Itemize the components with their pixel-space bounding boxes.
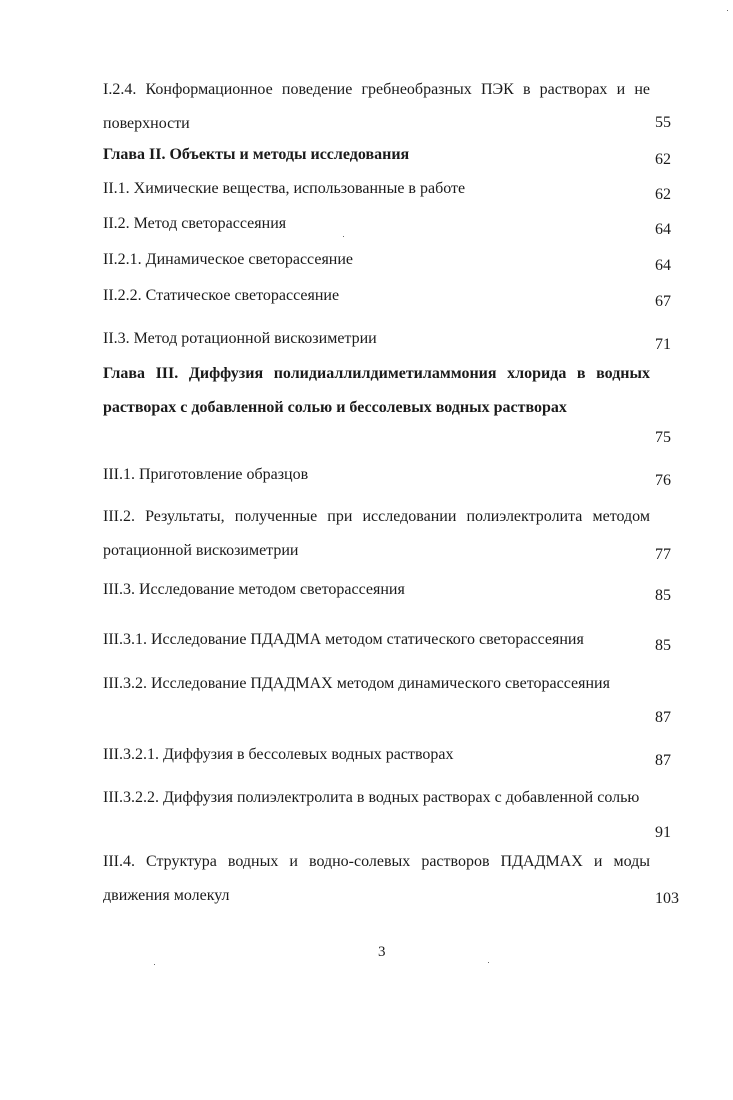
toc-entry-text: Глава II. Объекты и методы исследования <box>103 146 410 163</box>
toc-entry-page: 55 <box>655 114 671 131</box>
toc-entry <box>103 623 650 657</box>
page-number: 3 <box>378 944 386 960</box>
scan-speck <box>343 236 344 237</box>
toc-entry <box>103 781 650 815</box>
toc-entry <box>103 738 650 772</box>
toc-entry <box>103 243 650 277</box>
toc-entry <box>103 279 650 313</box>
toc-entry <box>103 667 650 701</box>
toc-entry-text: III.2. Результаты, полученные при исследовании полиэлектролита методом ротационной вискозиметрии <box>103 508 650 559</box>
toc-entry-page: 91 <box>655 824 671 841</box>
toc-entry-text: III.3.1. Исследование ПДАДМА методом статического светорассеяния <box>103 631 584 648</box>
toc-entry-page: 75 <box>655 429 671 446</box>
toc-entry-text: III.3.2.1. Диффузия в бессолевых водных растворах <box>103 746 454 763</box>
toc-entry <box>103 845 650 913</box>
toc-entry-text: III.4. Структура водных и водно-солевых растворов ПДАДМАХ и моды движения молекул <box>103 853 650 904</box>
toc-entry-text: II.2. Метод светорассеяния <box>103 215 287 232</box>
toc-entry <box>103 172 650 206</box>
toc-entry-text: III.3.2. Исследование ПДАДМАХ методом динамического светорассеяния <box>103 675 610 692</box>
toc-entry-text: III.3. Исследование методом светорассеяния <box>103 581 405 598</box>
toc-entry-page: 71 <box>655 336 671 353</box>
toc-entry <box>103 322 650 356</box>
toc-entry-page: 77 <box>655 546 671 563</box>
toc-entry-page: 62 <box>655 151 671 168</box>
toc-entry-text: Глава III. Диффузия полидиаллилдиметиламмония хлорида в водных растворах с добавленной солью и бессолевых водных растворах <box>103 365 650 416</box>
toc-entry-page: 62 <box>655 186 671 203</box>
toc-chapter-heading <box>103 357 650 425</box>
toc-entry-page: 87 <box>655 709 671 726</box>
toc-entry-page: 103 <box>655 890 679 907</box>
toc-entry-text: III.3.2.2. Диффузия полиэлектролита в водных растворах с добавленной солью <box>103 789 640 806</box>
toc-entry <box>103 73 650 141</box>
toc-entry-text: II.3. Метод ротационной вискозиметрии <box>103 330 377 347</box>
toc-entry <box>103 573 650 607</box>
toc-entry-page: 64 <box>655 221 671 238</box>
toc-entry-text: II.2.2. Статическое светорассеяние <box>103 287 340 304</box>
toc-entry-page: 87 <box>655 752 671 769</box>
scan-speck <box>488 962 489 963</box>
toc-entry-text: II.1. Химические вещества, использованные в работе <box>103 180 466 197</box>
toc-entry-text: III.1. Приготовление образцов <box>103 466 309 483</box>
toc-entry-page: 85 <box>655 587 671 604</box>
toc-entry <box>103 207 650 241</box>
toc-chapter-heading <box>103 138 650 172</box>
toc-entry-text: II.2.1. Динамическое светорассеяние <box>103 251 354 268</box>
scan-speck <box>154 964 155 965</box>
toc-entry <box>103 458 650 492</box>
toc-entry-page: 64 <box>655 257 671 274</box>
toc-entry-page: 76 <box>655 472 671 489</box>
toc-entry-text: I.2.4. Конформационное поведение гребнеобразных ПЭК в растворах и не поверхности <box>103 81 650 132</box>
toc-entry-page: 67 <box>655 293 671 310</box>
toc-entry-page: 85 <box>655 637 671 654</box>
scan-speck <box>727 10 728 11</box>
toc-entry <box>103 500 650 568</box>
